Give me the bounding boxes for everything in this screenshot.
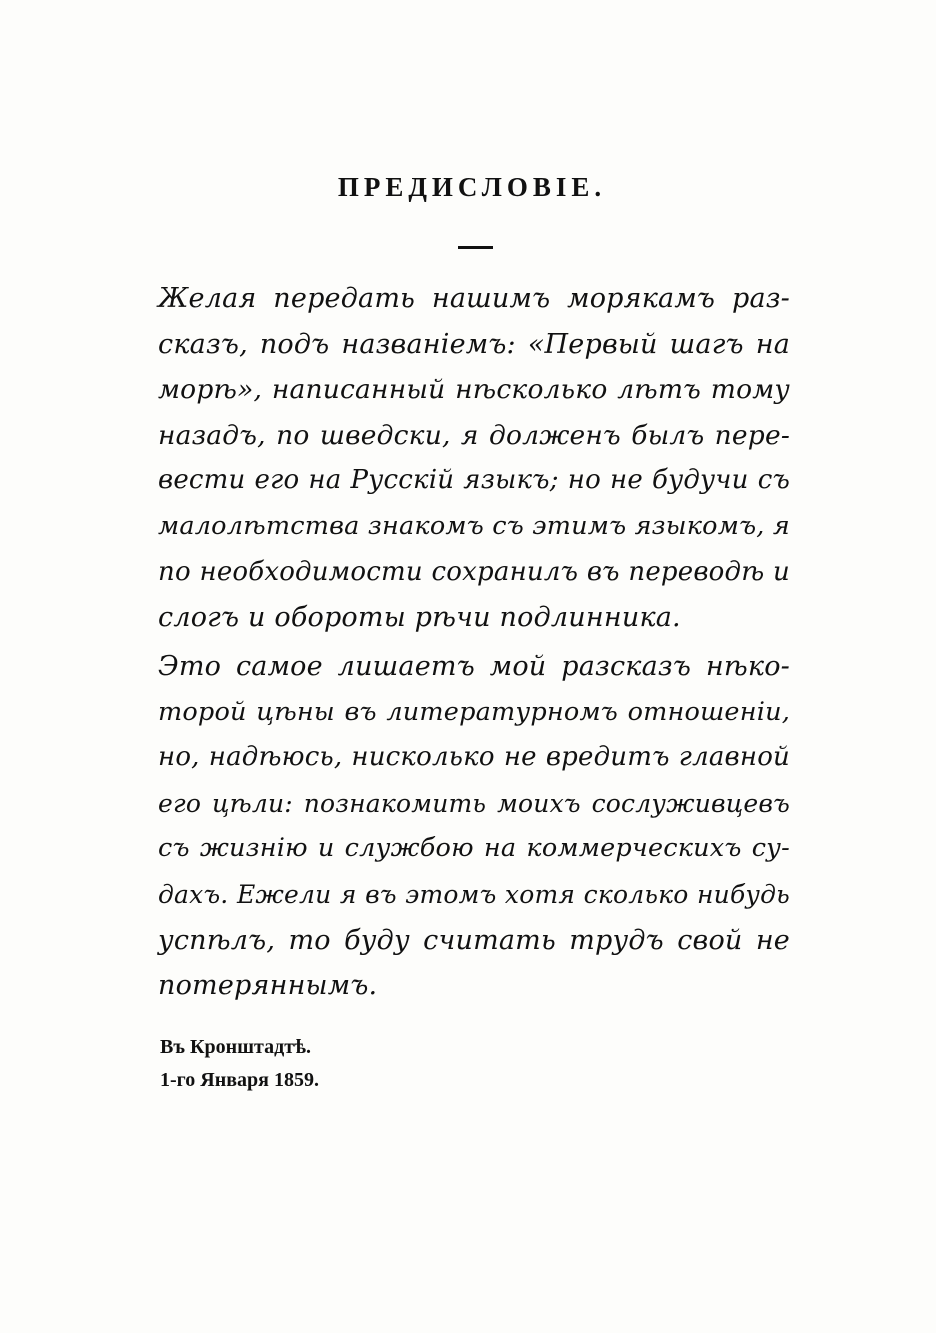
text-line: слогъ и обороты рѣчи подлинника. [158,602,681,634]
paragraph-1 [158,276,790,641]
text-line: торой цѣны въ литературномъ отношеніи, [158,696,790,727]
text-line: потеряннымъ. [158,970,378,1002]
signature-place: Въ Кронштадтѣ. [160,1036,312,1058]
text-line: сказъ, подъ названіемъ: «Первый шагъ на [158,328,790,360]
text-line: но, надѣюсь, нисколько не вредитъ главной [158,742,790,773]
text-line: назадъ, по шведски, я долженъ былъ пере- [158,419,790,451]
title-rule [458,246,493,249]
signature-block [160,1031,319,1097]
text-line: Желая передать нашимъ морякамъ раз- [158,283,790,314]
text-line: по необходимости сохранилъ въ переводѣ и [158,556,790,587]
text-line: его цѣли: познакомить моихъ сослуживцевъ [158,788,790,818]
text-line: вести его на Русскій языкъ; но не будучи съ [158,465,790,496]
text-line: морѣ», написанный нѣсколько лѣтъ тому [158,374,790,406]
signature-date: 1-го Января 1859. [160,1069,319,1091]
text-line: Это самое лишаетъ мой разсказъ нѣко- [158,651,790,682]
text-line: дахъ. Ежели я въ этомъ хотя сколько нибудь [158,879,790,909]
page-title: ПРЕДИСЛОВІЕ. [337,172,607,202]
text-line: малолѣтства знакомъ съ этимъ языкомъ, я [158,510,790,541]
text-line: съ жизнію и службою на коммерческихъ су- [158,833,790,864]
text-line: успѣлъ, то буду считать трудъ свой не [158,924,790,956]
paragraph-2 [158,644,790,1009]
